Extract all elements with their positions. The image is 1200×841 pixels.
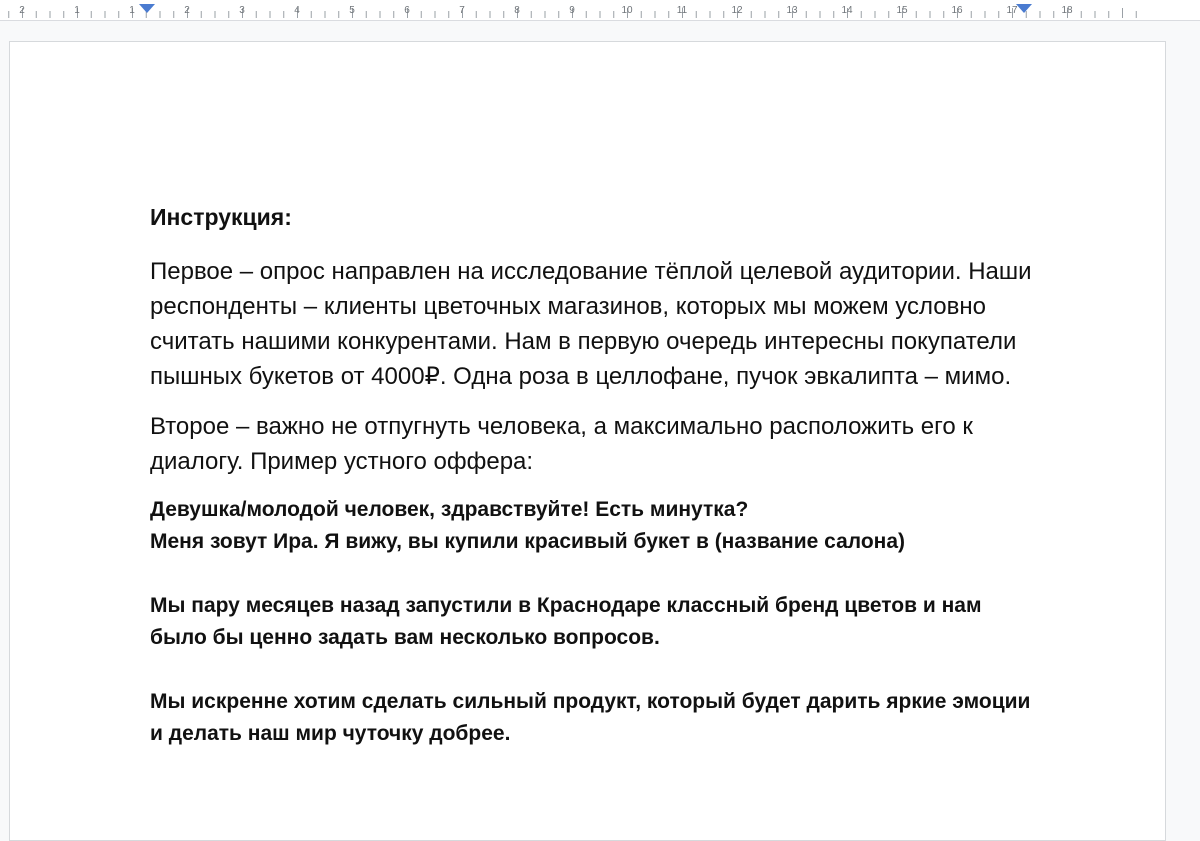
ruler-number: 9 <box>569 5 575 16</box>
offer-greeting: Девушка/молодой человек, здравствуйте! Есть минутка? <box>150 498 749 521</box>
ruler-number: 16 <box>951 5 963 16</box>
instruction-heading: Инструкция: <box>150 204 292 230</box>
ruler-number: 2 <box>184 5 190 16</box>
ruler-number: 1 <box>129 5 135 16</box>
paragraph-second: Второе – важно не отпугнуть человека, а максимально расположить его к диалогу. Пример устного оффера: <box>150 413 973 475</box>
left-indent-marker[interactable] <box>139 4 155 13</box>
ruler-number: 17 <box>1006 5 1018 16</box>
ruler-number: 18 <box>1061 5 1073 16</box>
ruler-number: 15 <box>896 5 908 16</box>
offer-introduction: Меня зовут Ира. Я вижу, вы купили красивый букет в (название салона) <box>150 530 906 553</box>
blank-line <box>150 654 1040 686</box>
ruler-number: 3 <box>239 5 245 16</box>
offer-brand-paragraph: Мы пару месяцев назад запустили в Краснодаре классный бренд цветов и нам было бы ценно задать вам несколько вопросов. <box>150 594 982 649</box>
document-body[interactable] <box>150 202 1040 750</box>
horizontal-ruler[interactable] <box>0 0 1200 21</box>
paragraph-first: Первое – опрос направлен на исследование тёплой целевой аудитории. Наши респонденты – клиенты цветочных магазинов, которых мы можем условно считать нашими конкурентами. Нам в первую очередь интересны покупатели пышных букетов от 4000₽. Одна роза в целлофане, пучок эвкалипта – мимо. <box>150 258 1032 390</box>
ruler-number: 14 <box>841 5 853 16</box>
ruler-number: 11 <box>676 5 688 16</box>
ruler-number: 12 <box>731 5 743 16</box>
ruler-number: 1 <box>74 5 80 16</box>
offer-mission-paragraph: Мы искренне хотим сделать сильный продукт, который будет дарить яркие эмоции и делать наш мир чуточку добрее. <box>150 690 1031 745</box>
ruler-number: 4 <box>294 5 300 16</box>
ruler-number: 10 <box>621 5 633 16</box>
ruler-number: 6 <box>404 5 410 16</box>
ruler-number: 2 <box>19 5 25 16</box>
document-page[interactable] <box>9 41 1166 841</box>
ruler-number: 13 <box>786 5 798 16</box>
blank-line <box>150 558 1040 590</box>
ruler-number: 7 <box>459 5 465 16</box>
right-indent-marker[interactable] <box>1016 4 1032 13</box>
ruler-number: 5 <box>349 5 355 16</box>
ruler-number: 8 <box>514 5 520 16</box>
